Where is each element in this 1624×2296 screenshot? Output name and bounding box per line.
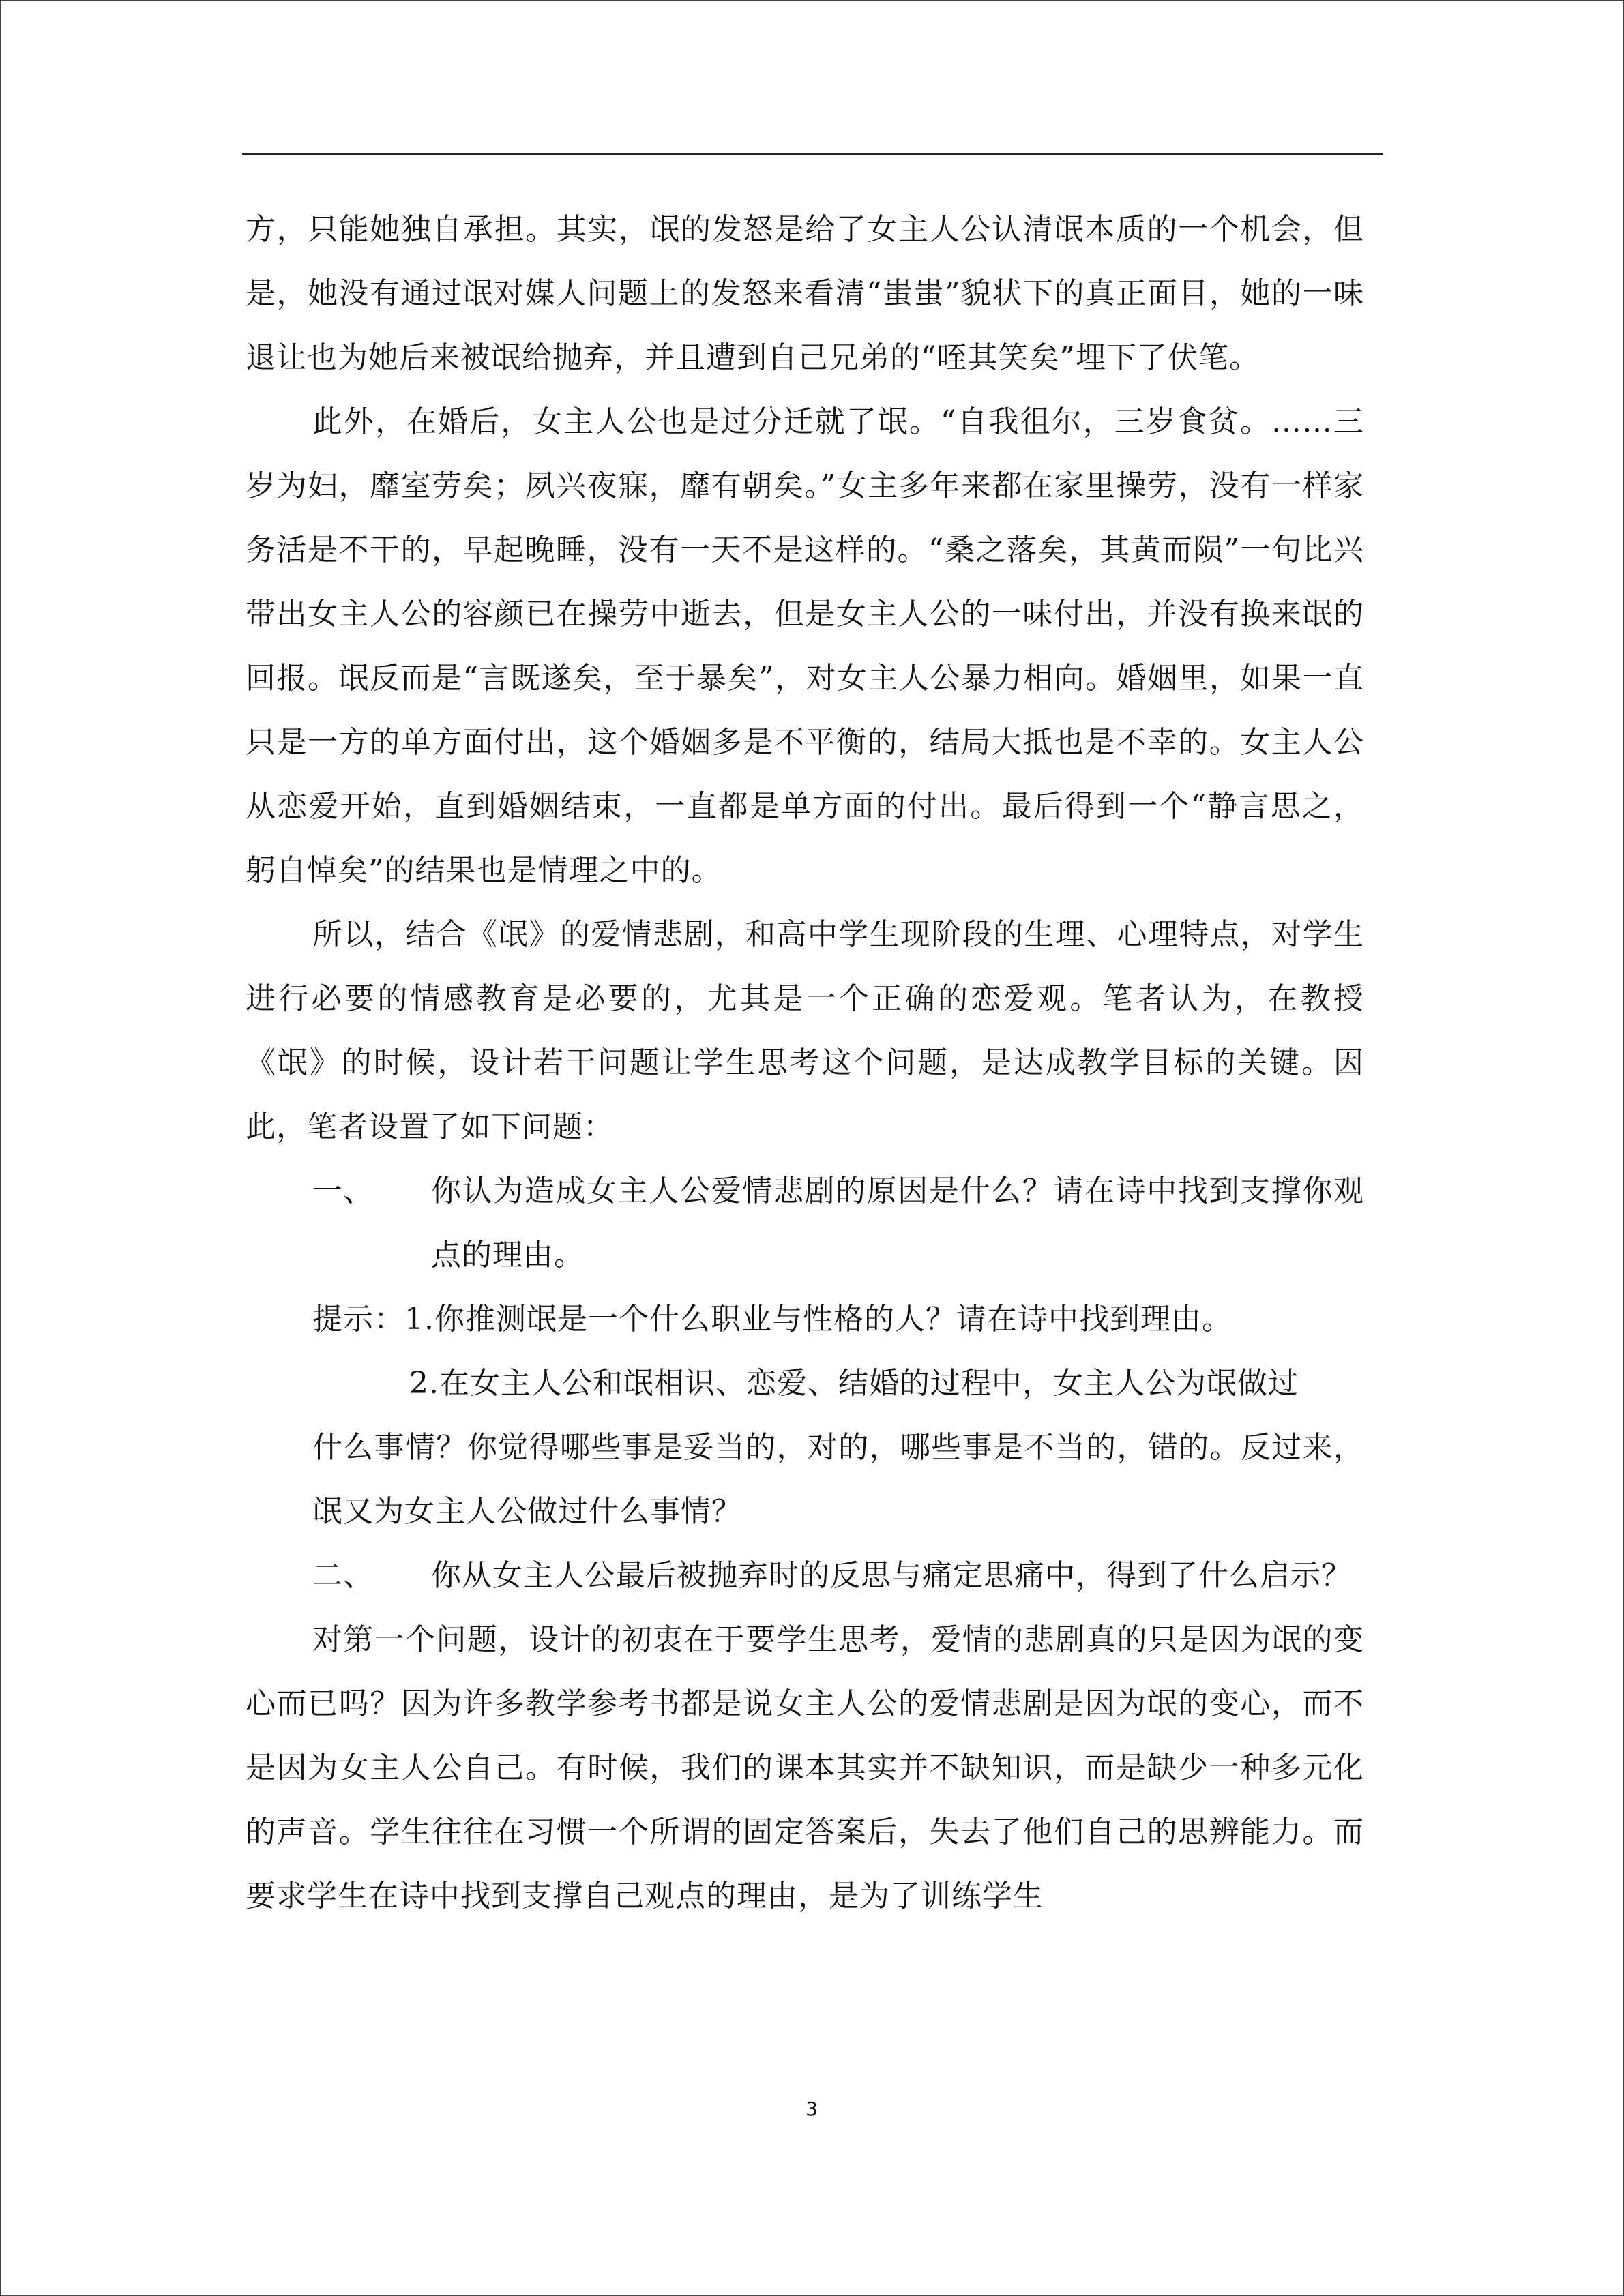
hint-item-1 (246, 1287, 1364, 1352)
question-one (246, 1159, 1364, 1287)
hint-item-2-continued: 什么事情？你觉得哪些事是妥当的，对的，哪些事是不当的，错的。反过来，氓又为女主人公做过什么事情？ (312, 1430, 1364, 1529)
paragraph-marriage: 此外，在婚后，女主人公也是过分迁就了氓。“自我徂尔，三岁食贫。……三岁为妇，靡室劳矣；夙兴夜寐，靡有朝矣。”女主多年来都在家里操劳，没有一样家务活是不干的，早起晚睡，没有一天不是这样的。“桑之落矣，其黄而陨”一句比兴带出女主人公的容颜已在操劳中逝去，但是女主人公的一味付出，并没有换来氓的回报。氓反而是“言既遂矣，至于暴矣”，对女主人公暴力相向。婚姻里，如果一直只是一方的单方面付出，这个婚姻多是不平衡的，结局大抵也是不幸的。女主人公从恋爱开始，直到婚姻结束，一直都是单方面的付出。最后得到一个“静言思之，躬自悼矣”的结果也是情理之中的。 (246, 404, 1364, 888)
hint-item-2: 2.在女主人公和氓相识、恋爱、结婚的过程中，女主人公为氓做过 (409, 1366, 1299, 1401)
question-two-marker: 二、 (312, 1558, 374, 1593)
paragraph-continuation: 方，只能她独自承担。其实，氓的发怒是给了女主人公认清氓本质的一个机会，但是，她没有通过氓对媒人问题上的发怒来看清“蚩蚩”貌状下的真正面目，她的一味退让也为她后来被氓给抛弃，并且遭到自己兄弟的“咥其笑矣”埋下了伏笔。 (246, 212, 1364, 375)
header-rule (242, 153, 1383, 155)
question-two (246, 1544, 1364, 1608)
page-number: 3 (806, 2098, 818, 2120)
hint-item-1-text: 1.你推测氓是一个什么职业与性格的人？请在诗中找到理由。 (404, 1302, 1232, 1337)
document-body (246, 198, 1364, 1928)
hint-label: 提示： (312, 1302, 404, 1337)
question-two-text: 你从女主人公最后被抛弃时的反思与痛定思痛中，得到了什么启示？ (431, 1558, 1352, 1593)
paragraph-analysis: 对第一个问题，设计的初衷在于要学生思考，爱情的悲剧真的只是因为氓的变心而已吗？因为许多教学参考书都是说女主人公的爱情悲剧是因为氓的变心，而不是因为女主人公自己。有时候，我们的课本其实并不缺知识，而是缺少一种多元化的声音。学生往往在习惯一个所谓的固定答案后，失去了他们自己的思辨能力。而要求学生在诗中找到支撑自己观点的理由，是为了训练学生 (246, 1622, 1364, 1913)
question-one-marker: 一、 (312, 1174, 374, 1208)
paragraph-education: 所以，结合《氓》的爱情悲剧，和高中学生现阶段的生理、心理特点，对学生进行必要的情感教育是必要的，尤其是一个正确的恋爱观。笔者认为，在教授《氓》的时候，设计若干问题让学生思考这个问题，是达成教学目标的关键。因此，笔者设置了如下问题： (246, 917, 1364, 1144)
question-one-text: 你认为造成女主人公爱情悲剧的原因是什么？请在诗中找到支撑你观点的理由。 (431, 1174, 1364, 1272)
